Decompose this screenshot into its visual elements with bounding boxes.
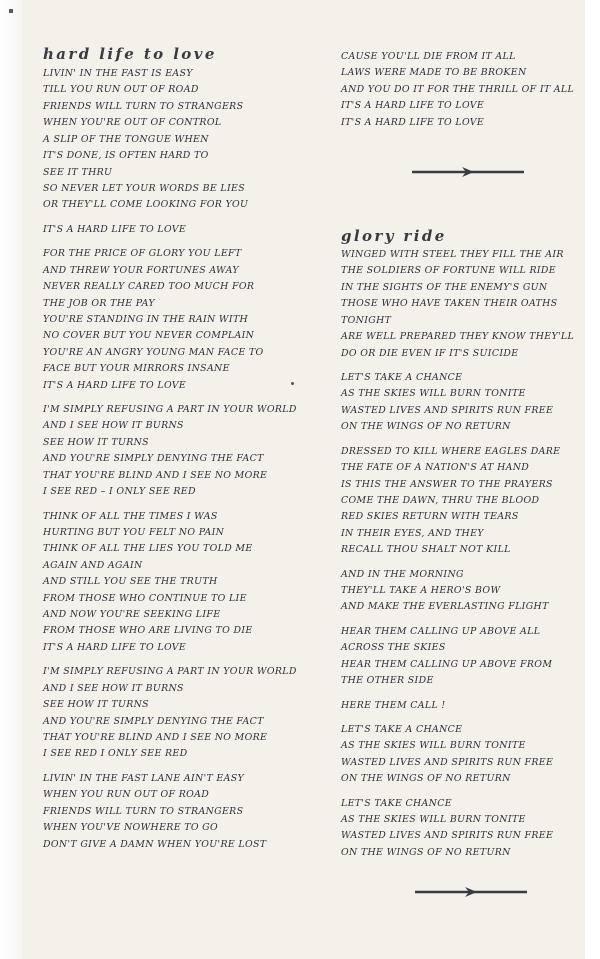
lyric-line: THINK OF ALL THE TIMES I WAS	[43, 510, 218, 522]
lyric-line: NEVER REALLY CARED TOO MUCH FOR	[43, 281, 255, 292]
lyric-line: THE JOB OR THE PAY	[43, 297, 155, 309]
lyric-line: I SEE RED – I ONLY SEE RED	[43, 486, 196, 498]
lyric-line: IT'S A HARD LIFE TO LOVE	[341, 116, 485, 128]
lyric-line: AGAIN AND AGAIN	[43, 559, 143, 571]
lyric-line: THAT YOU'RE BLIND AND I SEE NO MORE	[43, 732, 268, 743]
lyric-line: ON THE WINGS OF NO RETURN	[341, 846, 511, 858]
lyric-line: ACROSS THE SKIES	[341, 642, 446, 654]
lyric-line: AND I SEE HOW IT BURNS	[43, 682, 184, 694]
lyric-line: ARE WELL PREPARED THEY KNOW THEY'LL	[341, 331, 575, 343]
lyric-line: LAWS WERE MADE TO BE BROKEN	[341, 67, 527, 79]
lyric-line: LET'S TAKE CHANCE	[341, 797, 452, 809]
lyric-line: WASTED LIVES AND SPIRITS RUN FREE	[341, 830, 554, 842]
lyric-line: AND YOU'RE SIMPLY DENYING THE FACT	[43, 715, 264, 727]
lyric-line: IT'S DONE, IS OFTEN HARD TO	[43, 150, 209, 162]
lyric-line: FOR THE PRICE OF GLORY YOU LEFT	[43, 248, 242, 260]
lyric-line: WASTED LIVES AND SPIRITS RUN FREE	[341, 756, 554, 768]
lyric-line: FRIENDS WILL TURN TO STRANGERS	[43, 100, 244, 112]
lyric-line: DON'T GIVE A DAMN WHEN YOU'RE LOST	[43, 838, 267, 850]
lyric-line: LIVIN' IN THE FAST IS EASY	[43, 68, 193, 79]
lyric-line: WHEN YOU'RE OUT OF CONTROL	[43, 117, 222, 129]
lyric-line: I'M SIMPLY REFUSING A PART IN YOUR WORLD	[43, 666, 297, 678]
lyric-line: AS THE SKIES WILL BURN TONITE	[341, 740, 526, 752]
lyric-line: IN THE SIGHTS OF THE ENEMY'S GUN	[341, 281, 548, 293]
lyric-line: CAUSE YOU'LL DIE FROM IT ALL	[341, 51, 516, 62]
lyric-line: WASTED LIVES AND SPIRITS RUN FREE	[341, 404, 554, 416]
sheet-right-edge	[585, 0, 600, 959]
lyric-line: LIVIN' IN THE FAST LANE AIN'T EASY	[43, 772, 245, 784]
lyric-line: THE OTHER SIDE	[341, 675, 434, 687]
lyric-line: AS THE SKIES WILL BURN TONITE	[341, 388, 526, 400]
lyric-line: THOSE WHO HAVE TAKEN THEIR OATHS	[341, 298, 558, 310]
lyric-line: IN THEIR EYES, AND THEY	[341, 527, 484, 539]
lyric-line: DO OR DIE EVEN IF IT'S SUICIDE	[341, 347, 519, 359]
lyric-line: RECALL THOU SHALT NOT KILL	[341, 544, 511, 556]
lyric-line: I'M SIMPLY REFUSING A PART IN YOUR WORLD	[43, 404, 297, 415]
lyric-line: IT'S A HARD LIFE TO LOVE	[43, 223, 187, 235]
lyric-line: LET'S TAKE A CHANCE	[341, 371, 463, 383]
lyric-line: IS THIS THE ANSWER TO THE PRAYERS	[341, 478, 553, 490]
lyric-line: AS THE SKIES WILL BURN TONITE	[341, 814, 526, 825]
lyric-line: IT'S A HARD LIFE TO LOVE	[341, 100, 485, 112]
lyric-line: THE FATE OF A NATION'S AT HAND	[341, 462, 530, 473]
section-divider	[412, 166, 524, 178]
lyric-line: WHEN YOU RUN OUT OF ROAD	[43, 789, 210, 801]
lyric-line: AND MAKE THE EVERLASTING FLIGHT	[341, 601, 549, 613]
sheet-left-edge	[0, 0, 22, 959]
section-divider	[415, 886, 527, 898]
lyric-line: FACE BUT YOUR MIRRORS INSANE	[43, 363, 230, 375]
lyric-line: WHEN YOU'VE NOWHERE TO GO	[43, 822, 219, 834]
lyric-line: YOU'RE AN ANGRY YOUNG MAN FACE TO	[43, 346, 264, 358]
lyric-line: ON THE WINGS OF NO RETURN	[341, 773, 511, 785]
lyric-line: AND YOU'RE SIMPLY DENYING THE FACT	[43, 453, 264, 465]
lyric-line: AND YOU DO IT FOR THE THRILL OF IT ALL	[341, 83, 575, 95]
lyric-line: SEE HOW IT TURNS	[43, 436, 149, 448]
lyric-line: NO COVER BUT YOU NEVER COMPLAIN	[43, 330, 255, 342]
lyric-line: AND NOW YOU'RE SEEKING LIFE	[43, 609, 221, 620]
lyric-line: THINK OF ALL THE LIES YOU TOLD ME	[43, 543, 253, 555]
lyric-line: ON THE WINGS OF NO RETURN	[341, 421, 511, 433]
lyric-line: THAT YOU'RE BLIND AND I SEE NO MORE	[43, 469, 268, 481]
lyric-line: SEE HOW IT TURNS	[43, 699, 149, 711]
lyric-line: HEAR THEM CALLING UP ABOVE ALL	[341, 625, 541, 637]
lyric-line: AND I SEE HOW IT BURNS	[43, 420, 184, 432]
ink-dot	[291, 382, 294, 385]
lyric-line: TILL YOU RUN OUT OF ROAD	[43, 84, 199, 96]
lyric-line: A SLIP OF THE TONGUE WHEN	[43, 133, 209, 145]
lyric-line: COME THE DAWN, THRU THE BLOOD	[341, 494, 540, 506]
lyric-line: FROM THOSE WHO CONTINUE TO LIE	[43, 592, 247, 604]
lyric-line: YOU'RE STANDING IN THE RAIN WITH	[43, 313, 249, 325]
lyric-line: HURTING BUT YOU FELT NO PAIN	[43, 526, 225, 538]
lyric-line: SEE IT THRU	[43, 166, 113, 178]
lyric-line: TONIGHT	[341, 314, 392, 326]
lyric-line: IT'S A HARD LIFE TO LOVE	[43, 641, 187, 653]
lyric-line: IT'S A HARD LIFE TO LOVE	[43, 379, 187, 391]
lyric-line: HERE THEM CALL !	[341, 699, 446, 711]
lyric-line: FRIENDS WILL TURN TO STRANGERS	[43, 805, 244, 817]
lyric-line: OR THEY'LL COME LOOKING FOR YOU	[43, 199, 249, 211]
lyric-line: RED SKIES RETURN WITH TEARS	[341, 511, 519, 523]
lyric-line: AND STILL YOU SEE THE TRUTH	[43, 576, 218, 588]
song-title: hard life to love	[43, 45, 217, 63]
lyric-line: HEAR THEM CALLING UP ABOVE FROM	[341, 658, 553, 670]
lyric-line: THEY'LL TAKE A HERO'S BOW	[341, 585, 501, 596]
lyric-line: LET'S TAKE A CHANCE	[341, 723, 463, 735]
corner-mark	[9, 9, 13, 13]
lyric-line: SO NEVER LET YOUR WORDS BE LIES	[43, 182, 245, 194]
lyric-line: DRESSED TO KILL WHERE EAGLES DARE	[341, 445, 561, 457]
song-title: glory ride	[341, 227, 447, 245]
lyric-line: AND IN THE MORNING	[341, 568, 464, 580]
lyric-line: FROM THOSE WHO ARE LIVING TO DIE	[43, 625, 253, 637]
lyric-line: AND THREW YOUR FORTUNES AWAY	[43, 264, 239, 276]
lyric-line: I SEE RED I ONLY SEE RED	[43, 748, 188, 760]
lyric-line: WINGED WITH STEEL THEY FILL THE AIR	[341, 249, 564, 260]
lyric-line: THE SOLDIERS OF FORTUNE WILL RIDE	[341, 265, 556, 277]
